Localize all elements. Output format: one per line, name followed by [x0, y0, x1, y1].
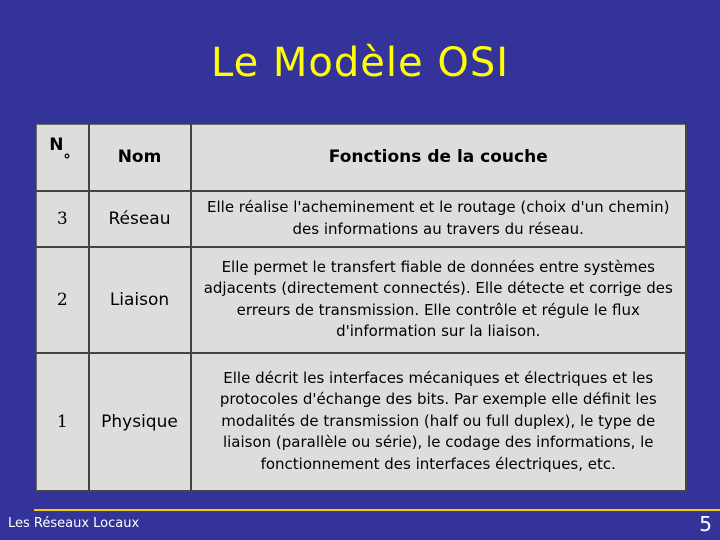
row-nom: Réseau [89, 191, 191, 247]
table-row [37, 353, 687, 491]
footer-title: Les Réseaux Locaux [8, 516, 140, 531]
header-nom: Nom [89, 125, 191, 191]
row-num: 2 [37, 247, 89, 353]
header-num-degree: ° [63, 150, 71, 169]
osi-layers-table [36, 124, 687, 492]
page-number: 5 [699, 512, 712, 536]
row-num: 1 [37, 353, 89, 491]
table-header-row [37, 125, 687, 191]
row-fonction: Elle permet le transfert fiable de données entre systèmes adjacents (directement connectés). Elle détecte et corrige des erreurs de transmission. Elle contrôle et régule le flux d'information sur la liaison. [191, 247, 687, 353]
table-row [37, 247, 687, 353]
row-fonction: Elle réalise l'acheminement et le routage (choix d'un chemin) des informations au travers du réseau. [191, 191, 687, 247]
footer-divider [34, 509, 720, 511]
table-row [37, 191, 687, 247]
row-num: 3 [37, 191, 89, 247]
row-fonction: Elle décrit les interfaces mécaniques et électriques et les protocoles d'échange des bits. Par exemple elle définit les modalités de transmission (half ou full duplex), le type de liaison (parallèle ou série), le codage des informations, le fonctionnement des interfaces électriques, etc. [191, 353, 687, 491]
row-nom: Liaison [89, 247, 191, 353]
header-num-letter: N [49, 134, 64, 155]
row-nom: Physique [89, 353, 191, 491]
header-fonctions: Fonctions de la couche [191, 125, 687, 191]
header-num-cell [37, 125, 89, 191]
slide-title: Le Modèle OSI [211, 40, 509, 86]
